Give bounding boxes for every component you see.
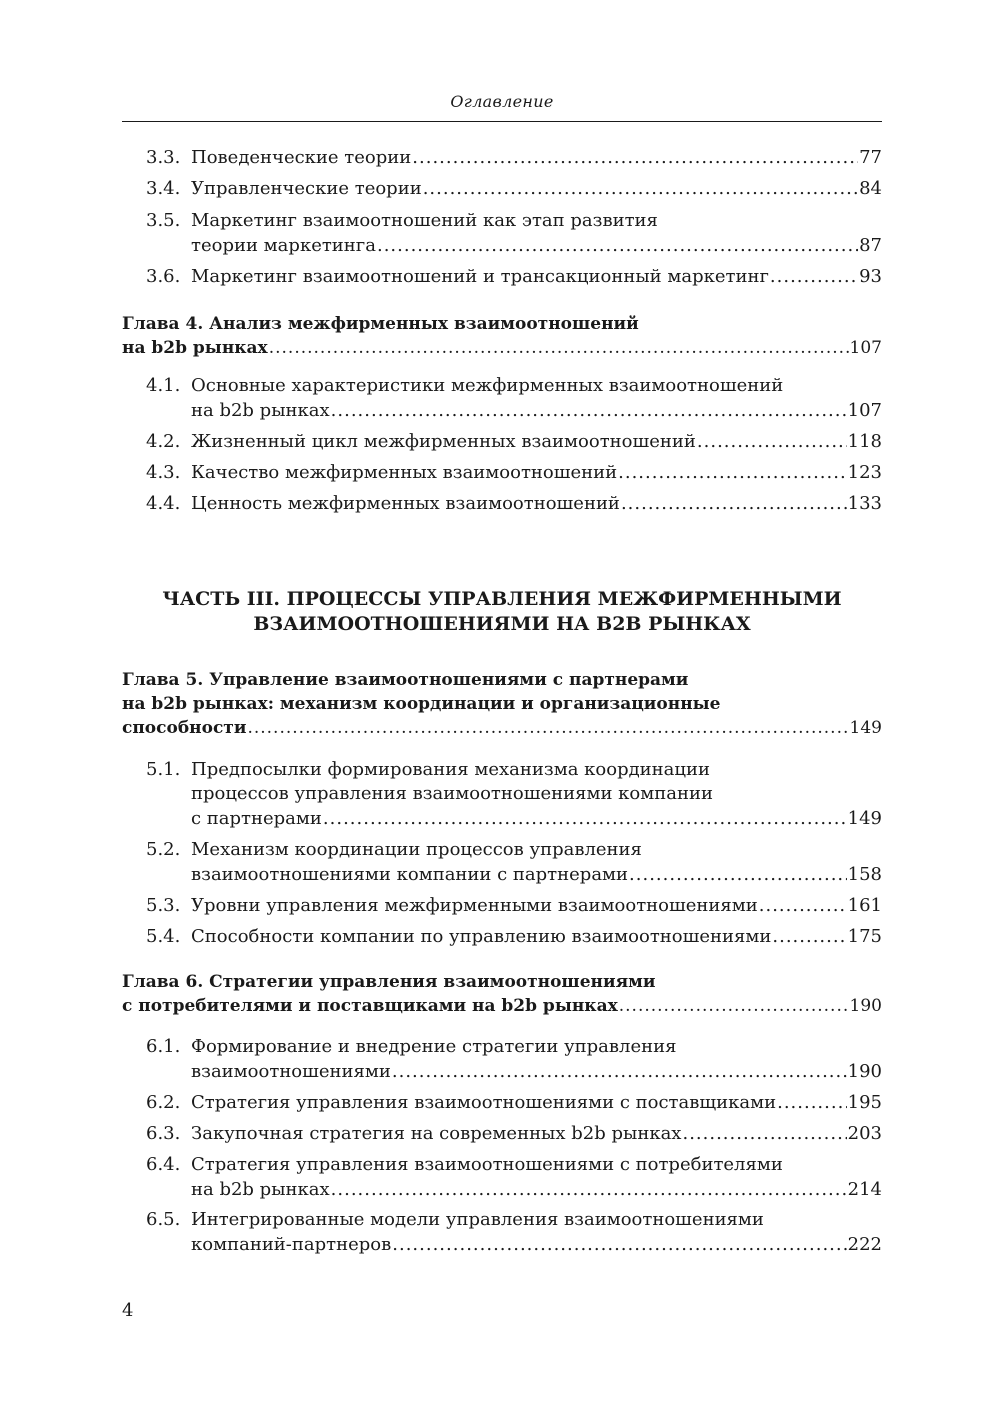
section-title-continued: компаний-партнеров (191, 1234, 392, 1255)
page-ref: 84 (859, 178, 882, 199)
toc-entry-6-5[interactable] (191, 1233, 882, 1257)
toc-entry-6-2[interactable] (146, 1091, 882, 1115)
toc-entry-5-1-first-line[interactable] (146, 758, 710, 782)
section-number: 3.3. (146, 147, 181, 168)
toc-entry-4-3[interactable] (146, 461, 882, 485)
page-ref: 107 (847, 400, 882, 421)
leader-dots (618, 461, 847, 485)
toc-entry-chapter-6[interactable] (122, 994, 882, 1018)
section-number: 5.1. (146, 759, 181, 780)
chapter-5-title[interactable]: Глава 5. Управление взаимоотношениями с партнерами (122, 670, 689, 690)
leader-dots (331, 399, 847, 423)
page-ref: 190 (849, 996, 882, 1016)
page-ref: 203 (847, 1123, 882, 1144)
section-title: Предпосылки формирования механизма координации (191, 759, 710, 780)
section-title-continued: на b2b рынках (191, 1179, 330, 1200)
chapter-5-title-continued: на b2b рынках: механизм координации и организационные (122, 694, 721, 714)
section-title: Стратегия управления взаимоотношениями с поставщиками (191, 1092, 777, 1113)
toc-entry-3-4[interactable] (146, 177, 882, 201)
toc-entry-4-1[interactable] (191, 399, 882, 423)
page-ref: 118 (847, 431, 882, 452)
leader-dots (392, 1060, 847, 1084)
section-number: 5.3. (146, 895, 181, 916)
section-title: Уровни управления межфирменными взаимоотношениями (191, 895, 758, 916)
section-title: Стратегия управления взаимоотношениями с потребителями (191, 1154, 783, 1175)
section-number: 4.2. (146, 431, 181, 452)
toc-entry-4-1-first-line[interactable] (146, 374, 783, 398)
page-ref: 123 (847, 462, 882, 483)
leader-dots (619, 994, 849, 1018)
page-ref: 158 (847, 864, 882, 885)
leader-dots (423, 177, 858, 201)
page-ref: 175 (847, 926, 882, 947)
page-ref: 77 (859, 147, 882, 168)
toc-entry-4-4[interactable] (146, 492, 882, 516)
toc-entry-5-3[interactable] (146, 894, 882, 918)
leader-dots (331, 1178, 847, 1202)
leader-dots (777, 1091, 847, 1115)
leader-dots (621, 492, 847, 516)
toc-entry-6-1[interactable] (191, 1060, 882, 1084)
section-number: 3.6. (146, 266, 181, 287)
toc-entry-3-3[interactable] (146, 146, 882, 170)
leader-dots (377, 234, 858, 258)
toc-entry-4-2[interactable] (146, 430, 882, 454)
toc-entry-chapter-4[interactable] (122, 336, 882, 360)
leader-dots (269, 336, 849, 360)
leader-dots (770, 265, 858, 289)
leader-dots (412, 146, 858, 170)
leader-dots (697, 430, 847, 454)
chapter-4-title[interactable]: Глава 4. Анализ межфирменных взаимоотношений (122, 314, 639, 334)
section-title: Поведенческие теории (191, 147, 412, 168)
leader-dots (772, 925, 846, 949)
section-number: 5.4. (146, 926, 181, 947)
section-title-continued: процессов управления взаимоотношениями компании (191, 783, 713, 804)
section-number: 6.1. (146, 1036, 181, 1057)
section-title: Ценность межфирменных взаимоотношений (191, 493, 620, 514)
header-rule (122, 121, 882, 122)
toc-entry-5-2-first-line[interactable] (146, 838, 642, 862)
toc-entry-5-2[interactable] (191, 863, 882, 887)
section-number: 6.2. (146, 1092, 181, 1113)
section-title: Маркетинг взаимоотношений и трансакционный маркетинг (191, 266, 769, 287)
section-title: Закупочная стратегия на современных b2b рынках (191, 1123, 682, 1144)
page-ref: 214 (847, 1179, 882, 1200)
leader-dots (759, 894, 847, 918)
part-3-title[interactable]: ЧАСТЬ III. ПРОЦЕССЫ УПРАВЛЕНИЯ МЕЖФИРМЕННЫМИ (162, 588, 842, 610)
section-title-continued: на b2b рынках (191, 400, 330, 421)
toc-entry-6-4-first-line[interactable] (146, 1153, 783, 1177)
leader-dots (392, 1233, 846, 1257)
chapter-title-continued: способности (122, 718, 247, 738)
section-number: 6.4. (146, 1154, 181, 1175)
chapter-title-continued: на b2b рынках (122, 338, 268, 358)
chapter-title-continued: с потребителями и поставщиками на b2b рынках (122, 996, 618, 1016)
section-title-continued: взаимоотношениями (191, 1061, 391, 1082)
page-ref: 190 (847, 1061, 882, 1082)
leader-dots (682, 1122, 846, 1146)
section-title: Маркетинг взаимоотношений как этап развития (191, 210, 658, 231)
section-number: 4.1. (146, 375, 181, 396)
page-ref: 93 (859, 266, 882, 287)
part-3-title-continued: ВЗАИМООТНОШЕНИЯМИ НА B2B РЫНКАХ (253, 613, 751, 635)
toc-entry-5-1[interactable] (191, 807, 882, 831)
page-ref: 87 (859, 235, 882, 256)
page-ref: 133 (847, 493, 882, 514)
chapter-6-title[interactable]: Глава 6. Стратегии управления взаимоотношениями (122, 972, 656, 992)
page-ref: 107 (849, 338, 882, 358)
section-number: 4.3. (146, 462, 181, 483)
section-title: Жизненный цикл межфирменных взаимоотношений (191, 431, 696, 452)
toc-entry-6-3[interactable] (146, 1122, 882, 1146)
page-ref: 195 (847, 1092, 882, 1113)
section-title: Интегрированные модели управления взаимоотношениями (191, 1209, 764, 1230)
section-number: 5.2. (146, 839, 181, 860)
toc-entry-6-4[interactable] (191, 1178, 882, 1202)
section-title-continued: взаимоотношениями компании с партнерами (191, 864, 629, 885)
section-title: Основные характеристики межфирменных взаимоотношений (191, 375, 784, 396)
section-title: Качество межфирменных взаимоотношений (191, 462, 618, 483)
page-ref: 222 (847, 1234, 882, 1255)
section-title-continued: с партнерами (191, 808, 322, 829)
toc-entry-6-5-first-line[interactable] (146, 1208, 764, 1232)
toc-entry-3-5[interactable] (191, 234, 882, 258)
section-number: 4.4. (146, 493, 181, 514)
section-number: 3.4. (146, 178, 181, 199)
section-title-continued: теории маркетинга (191, 235, 376, 256)
toc-entry-chapter-5[interactable] (122, 716, 882, 740)
toc-entry-5-4[interactable] (146, 925, 882, 949)
section-title: Управленческие теории (191, 178, 422, 199)
section-title: Механизм координации процессов управления (191, 839, 642, 860)
page-ref: 161 (847, 895, 882, 916)
leader-dots (629, 863, 847, 887)
page-number: 4 (122, 1300, 134, 1321)
toc-entry-3-6[interactable] (146, 265, 882, 289)
page-ref: 149 (847, 808, 882, 829)
page-ref: 149 (849, 718, 882, 738)
toc-entry-6-1-first-line[interactable] (146, 1035, 676, 1059)
toc-entry-3-5-first-line[interactable] (146, 209, 658, 233)
running-head: Оглавление (450, 92, 554, 111)
leader-dots (323, 807, 847, 831)
section-title: Формирование и внедрение стратегии управления (191, 1036, 677, 1057)
leader-dots (247, 716, 848, 740)
section-number: 3.5. (146, 210, 181, 231)
section-title: Способности компании по управлению взаимоотношениями (191, 926, 772, 947)
section-number: 6.3. (146, 1123, 181, 1144)
section-number: 6.5. (146, 1209, 181, 1230)
